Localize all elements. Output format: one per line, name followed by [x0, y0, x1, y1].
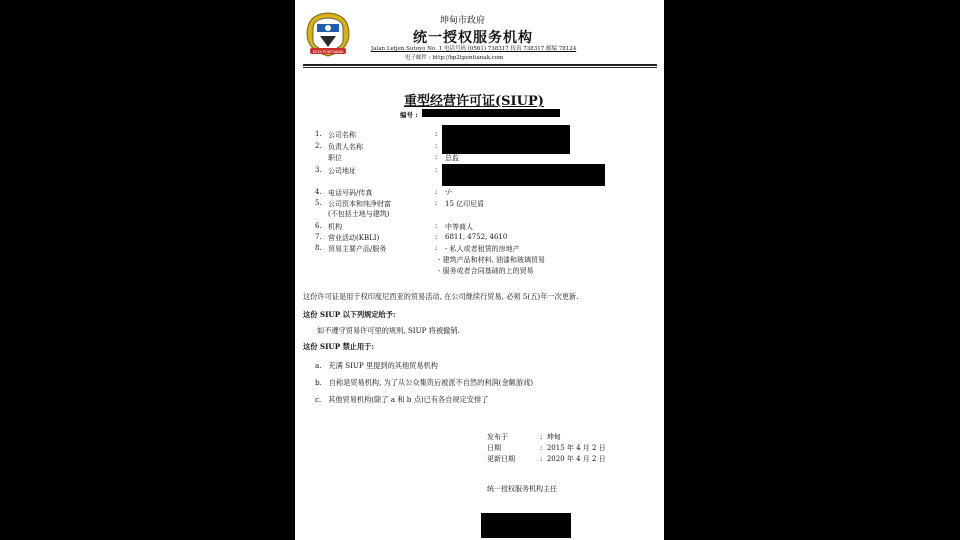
phone-value: -/- [445, 188, 453, 196]
header-rule-thin [303, 67, 657, 68]
prohibition-item: c. 其他贸易机构(除了 a 和 b 点)已有各自规定安排了 [315, 395, 489, 404]
conditions-heading: 这份 SIUP 以下列规定给予: [303, 310, 396, 319]
redaction-number [422, 109, 560, 117]
address-text: Jalan Letjen Sutoyo No. 1 电话号码 (0561) 738317 传真 738317 邮编 78124 [371, 46, 577, 52]
issued-date-value: : 2015 年 4 月 2 日 [540, 444, 606, 452]
redaction-address [442, 164, 605, 186]
renewal-date-row: 更新日期 [487, 455, 515, 463]
city-emblem-icon [303, 10, 353, 58]
revocation-paragraph: 如不遵守贸易许可里的规则, SIUP 将被撤销. [317, 326, 460, 335]
products-value-2: - 建筑产品和材料, 油漆和玻璃贸易 [438, 256, 546, 264]
products-value-1: - 私人或者租赁的房地产 [445, 245, 520, 253]
prohibitions-heading: 这份 SIUP 禁止用于: [303, 342, 375, 351]
agency-name: 统一授权服务机构 [413, 30, 533, 46]
address-line [371, 44, 576, 52]
number-label: 编号 : [400, 111, 418, 119]
logo-text: KOTA PONTIANAK [312, 50, 344, 54]
website-line: 电子邮件 : http://bp2tpontianak.com [405, 55, 504, 61]
document-page: KOTA PONTIANAK 坤甸市政府 统一授权服务机构 Jalan Letjen Sutoyo No. 1 电话号码 (0561) 738317 传真 738317 邮编 78124 电子邮件 : http://bp2tpontianak.com 重型经营许可证(SIUP) 编号 : 1. 公司名称 : 2. 负责人名称 : 职位 : 总监 3. 公司地址 : 4. 电话号码/传真 : -/- 5. 公司资本和纯净财富 : 15 亿印尼盾 (不包括土地与建筑) 6. 机构 : 中等商人 7. 营业活动(KBLI) : 6811, 4752, 4610 8. 贸易主要产品/服务 : - 私人或者租赁的房地产 - 建筑产品和材料, 油漆和玻璃贸易 - 服务或者合同基础的上的贸易 这份许可证是用于权印度尼西亚的贸易活动, 在公司继续行贸易, 必须 5(五)年一次更新. 这份 SIUP 以下列规定给予: 如不遵守贸易许可里的规则, SIUP 将被撤销. 这份 SIUP 禁止用于: a. 充满 SIUP 里提到的其他贸易机构 b. 自称是贸易机构, 为了从公众集资后被派不自然的利润(金额游戏) c. 其他贸易机构(除了 a 和 b 点)已有各自规定安排了 发布于 : 坤甸 日期 : 2015 年 4 月 2 日 更新日期 : 2020 年 4 月 2 日 统一授权服务机构主任 [295, 0, 664, 540]
capital-value: 15 亿印尼盾 [445, 200, 485, 208]
redaction-company-person [442, 125, 570, 154]
kbli-value: 6811, 4752, 4610 [445, 233, 508, 241]
government-name: 坤甸市政府 [440, 16, 486, 26]
redaction-signature [481, 513, 571, 538]
header-rule-thick [303, 64, 657, 66]
position-value: 总监 [445, 154, 459, 162]
issued-place-row: 发布于 [487, 433, 508, 441]
products-value-3: - 服务或者合同基础的上的贸易 [438, 267, 534, 275]
signer-title: 统一授权服务机构主任 [487, 485, 557, 493]
issued-date-row: 日期 [487, 444, 501, 452]
prohibition-item: a. 充满 SIUP 里提到的其他贸易机构 [315, 361, 438, 370]
issued-place-value: : 坤甸 [540, 433, 561, 441]
validity-paragraph: 这份许可证是用于权印度尼西亚的贸易活动, 在公司继续行贸易, 必须 5(五)年一次更新. [303, 292, 579, 301]
prohibition-item: b. 自称是贸易机构, 为了从公众集资后被派不自然的利润(金额游戏) [315, 378, 533, 387]
document-title: 重型经营许可证(SIUP) [404, 94, 544, 109]
renewal-date-value: : 2020 年 4 月 2 日 [540, 455, 606, 463]
organization-value: 中等商人 [445, 223, 473, 231]
